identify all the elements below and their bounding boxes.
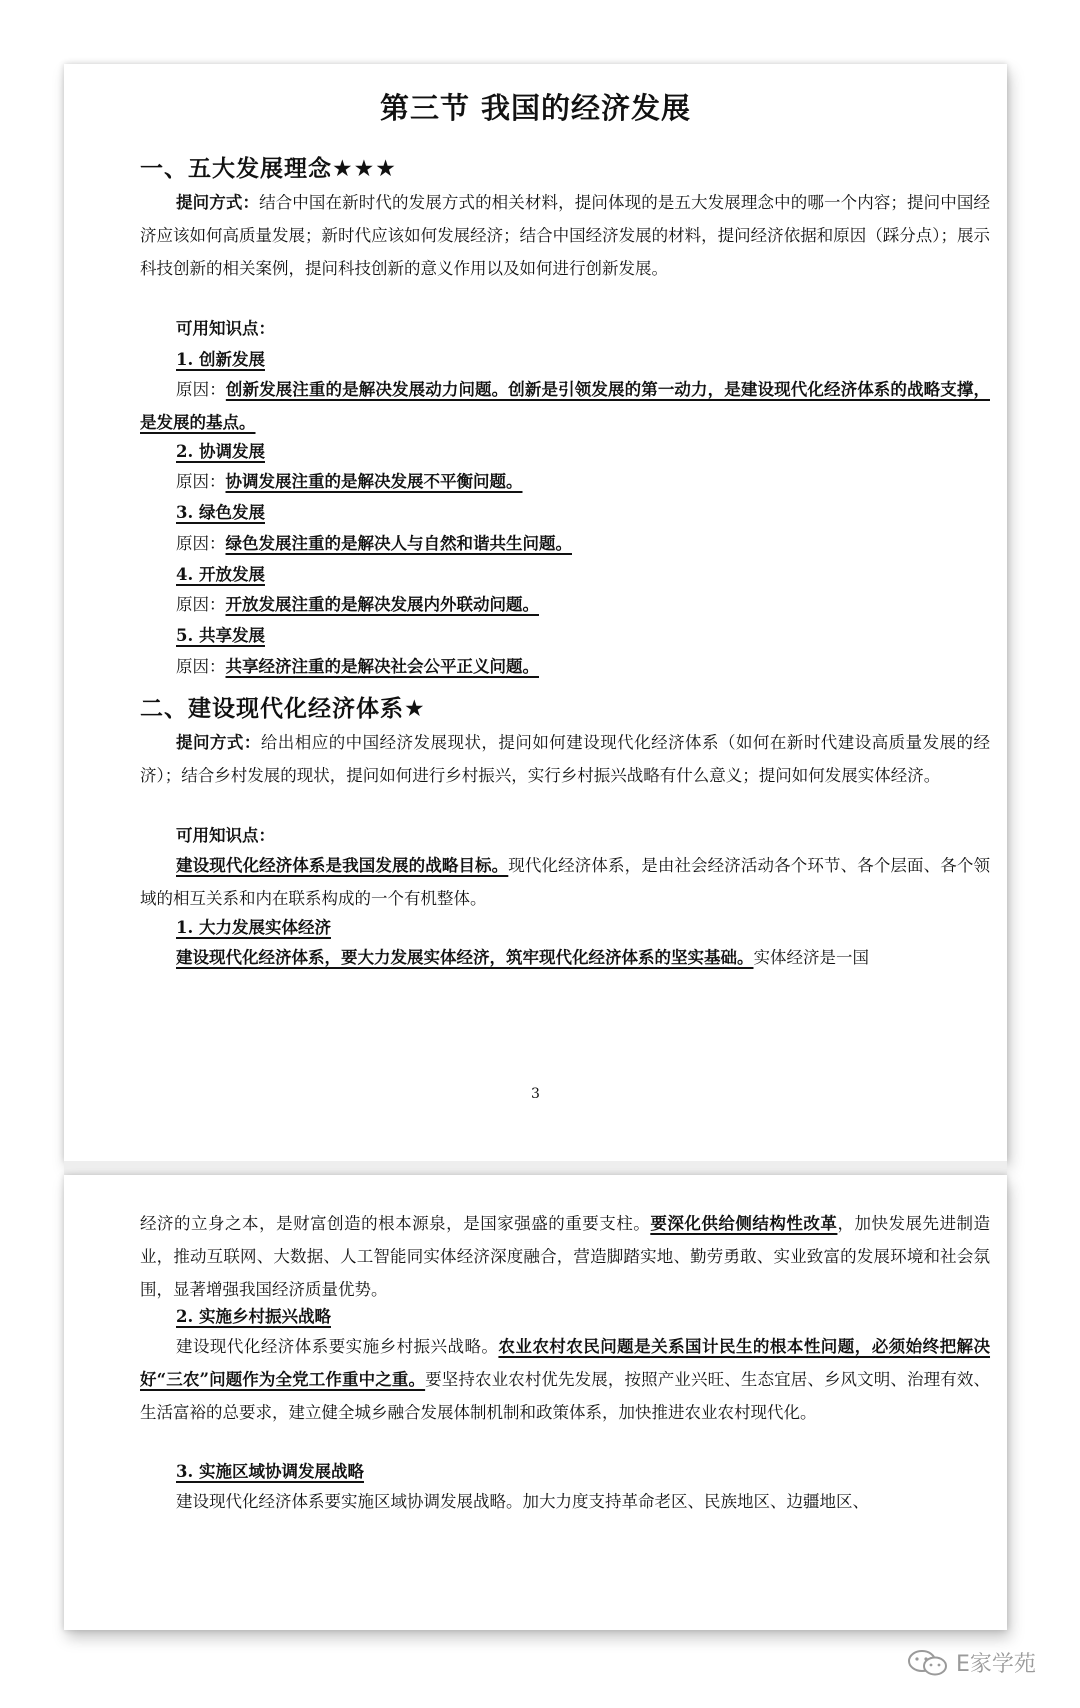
continued-text: 经济的立身之本，是财富创造的根本源泉，是国家强盛的重要支柱。 bbox=[140, 1214, 651, 1233]
real-economy-continued-paragraph bbox=[140, 1207, 990, 1306]
reason-text: 创新发展注重的是解决发展动力问题。创新是引领发展的第一动力，是建设现代化经济体系的战略支撑，是发展的基点。 bbox=[140, 380, 990, 432]
page-gap bbox=[64, 1161, 1007, 1175]
item-title-innovation: 1. 创新发展 bbox=[176, 350, 265, 369]
question-text: 结合中国在新时代的发展方式的相关材料，提问体现的是五大发展理念中的哪一个内容；提问中国经济应该如何高质量发展；新时代应该如何发展经济；结合中国经济发展的材料，提问经济依据和原因（踩分点）；展示科技创新的相关案例，提问科技创新的意义作用以及如何进行创新发展。 bbox=[140, 193, 991, 278]
rural-text-b: 要坚持农业农村优先发展，按照产业兴旺、生态宜居、乡风文明、治理有效、生活富裕的总要求，建立健全城乡融合发展体制机制和政策体系，加快推进农业农村现代化。 bbox=[140, 1370, 991, 1422]
rural-text-a: 建设现代化经济体系要实施乡村振兴战略。 bbox=[176, 1337, 499, 1356]
watermark-text: E家学苑 bbox=[956, 1652, 1036, 1677]
real-economy-bold: 建设现代化经济体系，要大力发展实体经济，筑牢现代化经济体系的坚实基础。 bbox=[176, 948, 754, 967]
real-economy-text: 实体经济是一国 bbox=[753, 948, 869, 967]
question-method-paragraph-2 bbox=[140, 726, 990, 792]
watermark bbox=[906, 1647, 1036, 1678]
knowledge-label-2: 可用知识点： bbox=[176, 826, 275, 845]
reason-text: 开放发展注重的是解决发展内外联动问题。 bbox=[225, 595, 539, 614]
knowledge-label-1: 可用知识点： bbox=[176, 319, 275, 338]
subsection-title-rural: 2. 实施乡村振兴战略 bbox=[176, 1307, 331, 1326]
reason-text: 协调发展注重的是解决发展不平衡问题。 bbox=[225, 472, 523, 491]
subsection-title-regional: 3. 实施区域协调发展战略 bbox=[176, 1462, 364, 1481]
question-label: 提问方式： bbox=[176, 733, 261, 752]
reason-label: 原因： bbox=[176, 595, 226, 614]
subsection-title-real-economy: 1. 大力发展实体经济 bbox=[176, 918, 331, 937]
reason-label: 原因： bbox=[176, 472, 226, 491]
item-title-green: 3. 绿色发展 bbox=[176, 503, 265, 522]
reason-label: 原因： bbox=[176, 657, 226, 676]
item-reason-green bbox=[176, 527, 572, 560]
document-page-1 bbox=[64, 64, 1007, 1161]
regional-paragraph: 建设现代化经济体系要实施区域协调发展战略。加大力度支持革命老区、民族地区、边疆地区、 bbox=[176, 1492, 869, 1511]
document-page-2 bbox=[64, 1175, 1007, 1630]
reason-label: 原因： bbox=[176, 534, 226, 553]
reason-label: 原因： bbox=[176, 380, 226, 399]
intro-text: 现代化经济体系，是由社会经济活动各个环节、各个层面、各个领域的相互关系和内在联系构成的一个有机整体。 bbox=[140, 856, 991, 908]
item-reason-sharing bbox=[176, 650, 539, 683]
real-economy-paragraph bbox=[176, 941, 869, 974]
wechat-icon bbox=[906, 1648, 950, 1678]
question-text: 给出相应的中国经济发展现状，提问如何建设现代化经济体系（如何在新时代建设高质量发展的经济）；结合乡村发展的现状，提问如何进行乡村振兴，实行乡村振兴战略有什么意义；提问如何发展实体经济。 bbox=[140, 733, 991, 785]
item-reason-coordination bbox=[176, 465, 523, 498]
intro-paragraph bbox=[140, 849, 990, 915]
item-reason-innovation bbox=[140, 373, 990, 439]
intro-bold: 建设现代化经济体系是我国发展的战略目标。 bbox=[176, 856, 509, 875]
item-title-coordination: 2. 协调发展 bbox=[176, 442, 265, 461]
question-label: 提问方式： bbox=[176, 193, 260, 212]
continued-text-b: ，加快发展先进制造业，推动互联网、大数据、人工智能同实体经济深度融合，营造脚踏实地、勤劳勇敢、实业致富的发展环境和社会氛围，显著增强我国经济质量优势。 bbox=[140, 1214, 991, 1299]
supply-side-reform-bold: 要深化供给侧结构性改革 bbox=[650, 1214, 838, 1233]
page-number: 3 bbox=[531, 1086, 540, 1102]
rural-paragraph bbox=[140, 1330, 990, 1429]
reason-text: 绿色发展注重的是解决人与自然和谐共生问题。 bbox=[225, 534, 572, 553]
rural-bold: 农业农村农民问题是关系国计民生的根本性问题，必须始终把解决好“三农”问题作为全党工作重中之重。 bbox=[140, 1337, 991, 1389]
section-heading-1: 一、五大发展理念★★★ bbox=[140, 156, 397, 182]
reason-text: 共享经济注重的是解决社会公平正义问题。 bbox=[225, 657, 539, 676]
item-reason-openness bbox=[176, 588, 539, 621]
item-title-openness: 4. 开放发展 bbox=[176, 565, 265, 584]
page-title: 第三节 我国的经济发展 bbox=[379, 91, 692, 125]
item-title-sharing: 5. 共享发展 bbox=[176, 626, 265, 645]
section-heading-2: 二、建设现代化经济体系★ bbox=[140, 696, 426, 722]
question-method-paragraph-1 bbox=[140, 186, 990, 285]
